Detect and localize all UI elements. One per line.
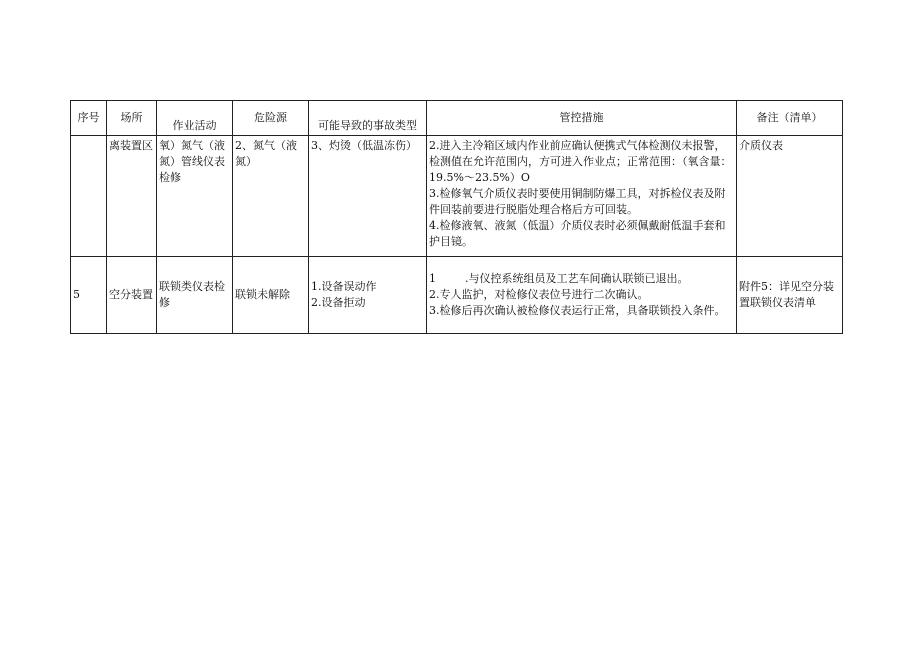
measure-item (429, 271, 734, 287)
cell-activity: 氧）氮气（液氮）管线仪表检修 (157, 136, 233, 257)
measure-item: 3.检修氧气介质仪表时要使用铜制防爆工具，对拆检仪表及附件回装前要进行脱脂处理合格后方可回装。 (429, 187, 726, 216)
table-row (71, 257, 843, 334)
cell-hazard: 2、氮气（液氮） (233, 136, 309, 257)
header-place: 场所 (107, 101, 157, 136)
cell-remarks: 附件5：详见空分装置联锁仪表清单 (737, 257, 843, 334)
header-accident: 可能导致的事故类型 (309, 101, 427, 136)
cell-remarks: 介质仪表 (737, 136, 843, 257)
header-index: 序号 (71, 101, 107, 136)
header-measures: 管控措施 (427, 101, 737, 136)
accident-item: 1.设备误动作 (311, 280, 377, 293)
cell-accident: 3、灼烫（低温冻伤） (309, 136, 427, 257)
cell-accident (309, 257, 427, 334)
header-remarks: 备注（清单） (737, 101, 843, 136)
measure-item: 2.进入主冷箱区域内作业前应确认便携式气体检测仪未报警，检测值在允许范围内，方可进入作业点；正常范围：（氧含量：19.5%～23.5%）O (429, 139, 732, 184)
cell-measures (427, 257, 737, 334)
measure-text: .与仪控系统组员及工艺车间确认联锁已退出。 (465, 272, 689, 285)
accident-item: 2.设备拒动 (311, 296, 366, 309)
risk-control-table (70, 100, 843, 334)
header-hazard: 危险源 (233, 101, 309, 136)
header-activity: 作业活动 (157, 101, 233, 136)
cell-hazard: 联锁未解除 (233, 257, 309, 334)
cell-index: 5 (71, 257, 107, 334)
cell-place: 离装置区 (107, 136, 157, 257)
cell-activity: 联锁类仪表检修 (157, 257, 233, 334)
measure-number: 1 (429, 272, 436, 285)
cell-place: 空分装置 (107, 257, 157, 334)
table-row (71, 136, 843, 257)
cell-index (71, 136, 107, 257)
measure-item: 2.专人监护，对检修仪表位号进行二次确认。 (429, 288, 649, 301)
measure-item: 3.检修后再次确认被检修仪表运行正常，具备联锁投入条件。 (429, 304, 726, 317)
table-header-row (71, 101, 843, 136)
cell-measures (427, 136, 737, 257)
measure-item: 4.检修液氧、液氮（低温）介质仪表时必须佩戴耐低温手套和护目镜。 (429, 219, 726, 248)
